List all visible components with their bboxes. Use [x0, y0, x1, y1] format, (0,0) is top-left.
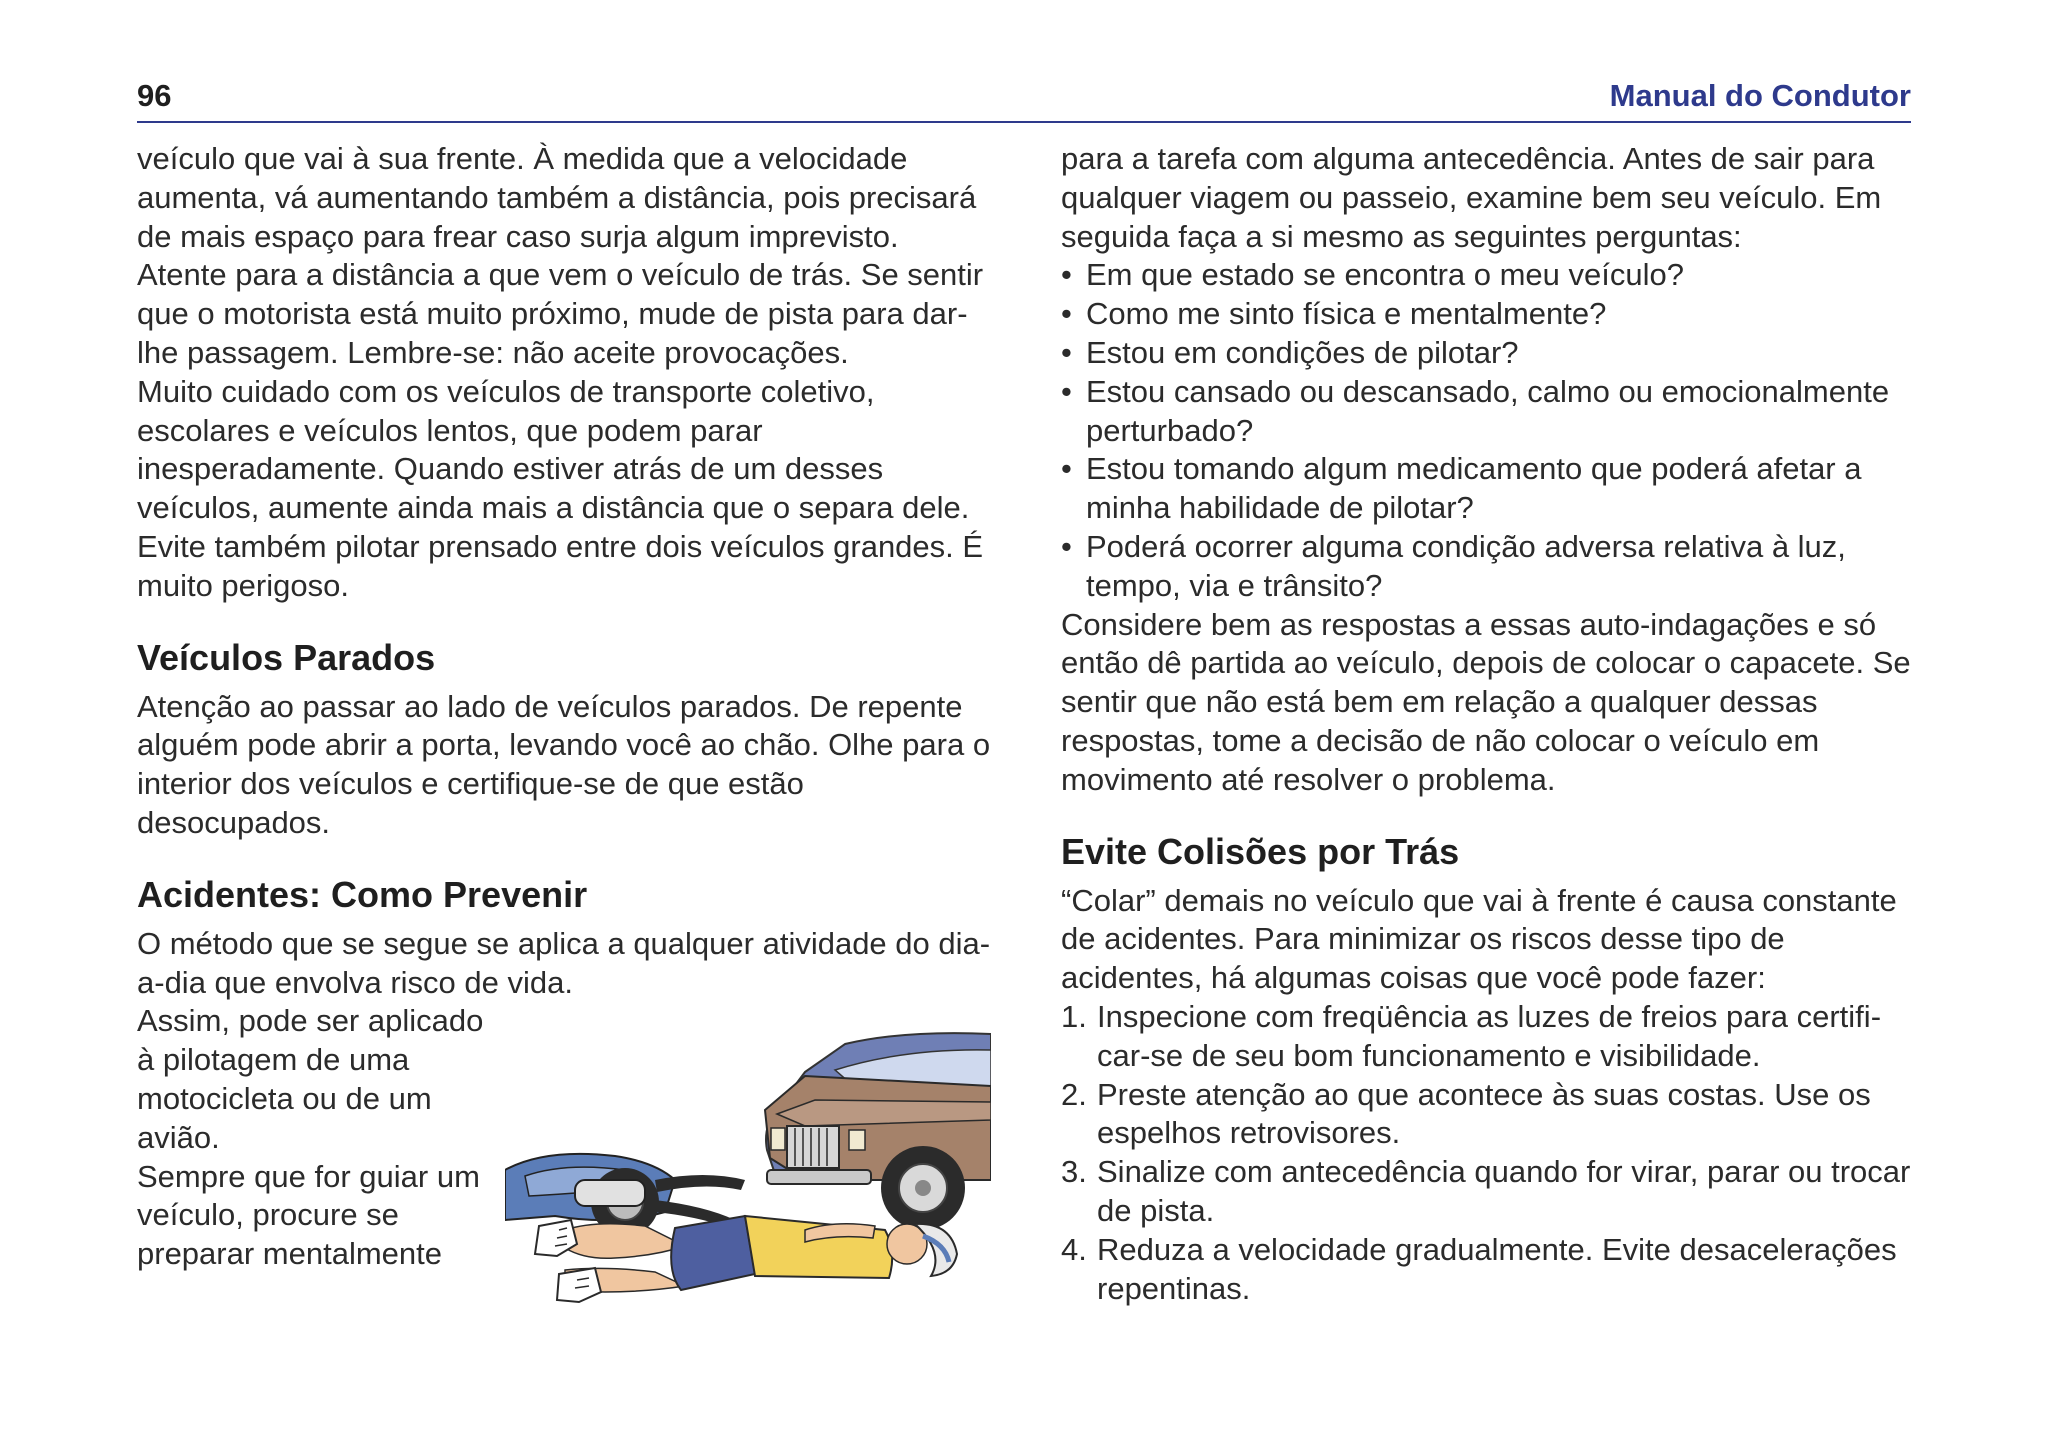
right-column: [1061, 140, 1921, 1308]
list-item: [1061, 1153, 1921, 1231]
list-item: [1061, 1231, 1921, 1309]
step-text: Inspecione com freqüência as luzes de freios para certificar-se de seu bom funcionamento e visibilidade.: [1097, 998, 1882, 1073]
list-item: [1061, 528, 1921, 606]
prevention-steps-list: [1061, 998, 1921, 1308]
step-text: Sinalize com antecedência quando for virar, parar ou trocar de pista.: [1097, 1154, 1911, 1228]
question-text: Estou em condições de pilotar?: [1086, 334, 1519, 370]
bullet-icon: •: [1061, 257, 1072, 293]
question-text: Como me sinto física e mentalmente?: [1086, 296, 1607, 332]
question-text: Estou cansado ou descansado, calmo ou emocionalmente perturbado?: [1086, 373, 1890, 448]
step-number: 2.: [1061, 1076, 1087, 1112]
paragraph-mental-preparation: Sempre que for guiar um veículo, procure se preparar mentalmente: [137, 1158, 480, 1272]
list-item: [1061, 295, 1921, 334]
step-number: 1.: [1061, 998, 1087, 1034]
paragraph-method: O método que se segue se aplica a qualquer atividade do dia-a-dia que envolva risco de vida.: [137, 925, 991, 1000]
paragraph-task: para a tarefa com alguma antecedência. Antes de sair para qualquer viagem ou passeio, examine bem seu veículo. Em seguida faça a si mesmo as seguintes perguntas:: [1061, 141, 1882, 254]
paragraph-rear-vehicle: Atente para a distância a que vem o veículo de trás. Se sentir que o motorista está muito próximo, mude de pista para dar-lhe passagem. Lembre-se: não aceite provocações.: [137, 257, 984, 370]
heading-accident-prevention: Acidentes: Como Prevenir: [137, 873, 588, 915]
list-item: [1061, 256, 1921, 295]
paragraph-tailgating: “Colar” demais no veículo que vai à frente é causa constante de acidentes. Para minimizar os riscos desse tipo de acidentes, há algumas coisas que você pode fazer:: [1061, 882, 1897, 996]
list-item: [1061, 373, 1921, 451]
paragraph-intro: veículo que vai à sua frente. À medida que a velocidade aumenta, vá aumentando também a distância, pois precisará de mais espaço para frear caso surja algum imprevisto.: [137, 141, 977, 254]
heading-rear-collisions: Evite Colisões por Trás: [1061, 830, 1460, 872]
paragraph-between-vehicles: Evite também pilotar prensado entre dois veículos grandes. É muito perigoso.: [137, 528, 984, 603]
paragraph-parked-vehicles: Atenção ao passar ao lado de veículos parados. De repente alguém pode abrir a porta, levando você ao chão. Olhe para o interior dos veículos e certifique-se de que estão desocupados.: [137, 688, 991, 840]
step-text: Reduza a velocidade gradualmente. Evite desacelerações repentinas.: [1097, 1231, 1897, 1306]
paragraph-application: Assim, pode ser aplicado à pilotagem de uma motocicleta ou de um avião.: [137, 1003, 484, 1155]
accident-illustration: [505, 1030, 991, 1332]
bullet-icon: •: [1061, 296, 1072, 332]
self-check-question-list: [1061, 256, 1921, 605]
person-icon: [535, 1216, 957, 1302]
list-item: [1061, 998, 1921, 1076]
bullet-icon: •: [1061, 451, 1072, 487]
list-item: [1061, 334, 1921, 373]
page-number: 96: [137, 78, 172, 113]
paragraph-public-transport: Muito cuidado com os veículos de transporte coletivo, escolares e veículos lentos, que podem parar inesperadamente. Quando estiver atrás de um desses veículos, aumente ainda mais a distância que o separa dele.: [137, 373, 970, 526]
running-title: Manual do Condutor: [1609, 78, 1911, 113]
step-number: 4.: [1061, 1231, 1087, 1267]
bullet-icon: •: [1061, 373, 1072, 409]
bullet-icon: •: [1061, 334, 1072, 370]
question-text: Em que estado se encontra o meu veículo?: [1086, 257, 1684, 293]
list-item: [1061, 450, 1921, 528]
bullet-icon: •: [1061, 528, 1072, 564]
question-text: Poderá ocorrer alguma condição adversa relativa à luz, tempo, via e trânsito?: [1086, 528, 1846, 603]
step-number: 3.: [1061, 1154, 1087, 1190]
list-item: [1061, 1076, 1921, 1154]
step-text: Preste atenção ao que acontece às suas costas. Use os espelhos retrovisores.: [1097, 1076, 1871, 1151]
header-rule: [137, 121, 1911, 123]
question-text: Estou tomando algum medicamento que poderá afetar a minha habilidade de pilotar?: [1086, 451, 1862, 526]
paragraph-consider: Considere bem as respostas a essas auto-indagações e só então dê partida ao veículo, depois de colocar o capacete. Se sentir que não está bem em relação a qualquer dessas respostas, tome a decisão de não colocar o veículo em movimento até resolver o problema.: [1061, 606, 1911, 797]
car-icon: [765, 1033, 991, 1230]
heading-parked-vehicles: Veículos Parados: [137, 636, 436, 678]
